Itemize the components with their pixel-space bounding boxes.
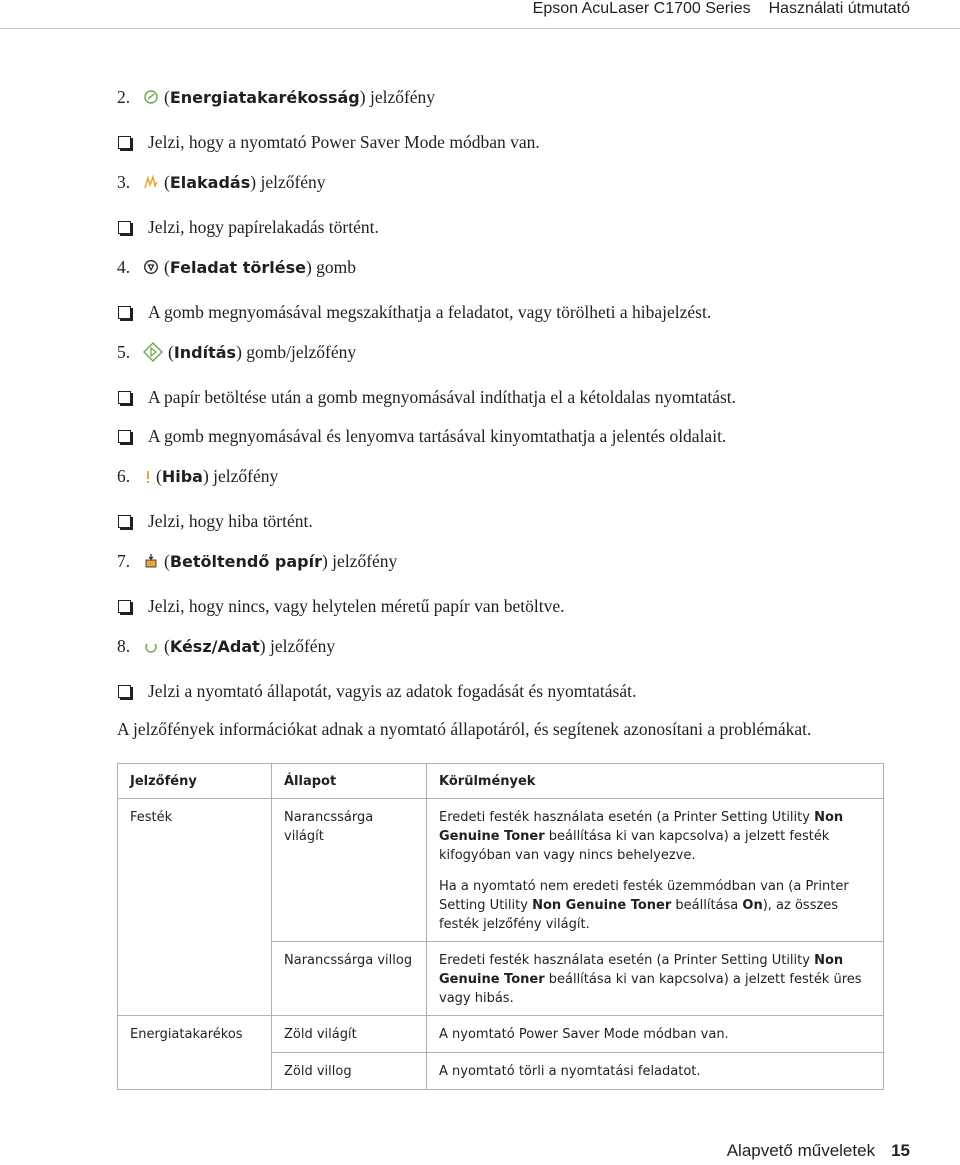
page-footer xyxy=(727,1141,910,1161)
table-cell: A nyomtató törli a nyomtatási feladatot. xyxy=(427,1053,884,1090)
bullet-text: Jelzi a nyomtató állapotát, vagyis az adatok fogadását és nyomtatását. xyxy=(148,681,637,701)
paren-open: ( xyxy=(156,466,162,486)
bullet-text: Jelzi, hogy papírelakadás történt. xyxy=(148,217,379,237)
checkbox-bullet-icon xyxy=(118,430,131,443)
table-cell: Narancssárga villog xyxy=(272,942,427,1016)
cell-paragraph xyxy=(439,877,871,934)
table-cell: Zöld villog xyxy=(272,1053,427,1090)
bullet-item xyxy=(118,302,711,323)
item-number: 3. xyxy=(117,172,131,192)
cell-text: beállítása ki van kapcsolva) a jelzett festék kifogyóban van vagy nincs behelyezve. xyxy=(439,829,830,863)
item-suffix: ) gomb/jelzőfény xyxy=(236,342,357,362)
table-cell xyxy=(427,942,884,1016)
column-header: Körülmények xyxy=(427,764,884,799)
cell-text: ), az összes festék jelzőfény világít. xyxy=(439,898,839,932)
bullet-text: Jelzi, hogy a nyomtató Power Saver Mode módban van. xyxy=(148,132,540,152)
list-item-paper-jam xyxy=(117,172,326,193)
intro-paragraph: A jelzőfények információkat adnak a nyomtató állapotáról, és segítenek azonosítani a problémákat. xyxy=(117,719,812,739)
checkbox-bullet-icon xyxy=(118,391,131,404)
load-paper-icon xyxy=(143,553,159,569)
table-row xyxy=(118,799,884,942)
cell-text: Eredeti festék használata esetén (a Printer Setting Utility xyxy=(439,953,815,968)
cell-bold-text: Non Genuine Toner xyxy=(532,898,672,913)
error-icon xyxy=(143,468,153,484)
paren-open: ( xyxy=(164,551,170,571)
cell-paragraph xyxy=(439,951,871,1008)
table-cell: A nyomtató Power Saver Mode módban van. xyxy=(427,1016,884,1053)
checkbox-bullet-icon xyxy=(118,685,131,698)
item-number: 7. xyxy=(117,551,131,571)
table-cell: Zöld világít xyxy=(272,1016,427,1053)
list-item-load-paper xyxy=(117,551,397,572)
bullet-text: A papír betöltése után a gomb megnyomásával indíthatja el a kétoldalas nyomtatást. xyxy=(148,387,737,407)
list-item-power-saver xyxy=(117,87,435,108)
cell-text: Eredeti festék használata esetén (a Printer Setting Utility xyxy=(439,810,815,825)
paren-open: ( xyxy=(164,257,170,277)
cell-text: Ha a nyomtató nem eredeti festék üzemmódban van (a Printer Setting Utility xyxy=(439,879,849,913)
item-suffix: ) jelzőfény xyxy=(259,636,336,656)
product-name: Epson AcuLaser C1700 Series xyxy=(532,0,751,17)
bullet-item xyxy=(118,217,379,238)
bullet-text: A gomb megnyomásával megszakíthatja a feladatot, vagy törölheti a hibajelzést. xyxy=(148,302,712,322)
bullet-item xyxy=(118,132,540,153)
column-header: Jelzőfény xyxy=(118,764,272,799)
header-text xyxy=(533,0,910,18)
cancel-job-icon xyxy=(143,259,159,275)
item-title: Hiba xyxy=(161,467,203,486)
list-item-start xyxy=(117,342,356,363)
table-row xyxy=(118,1016,884,1053)
checkbox-bullet-icon xyxy=(118,221,131,234)
section-name: Alapvető műveletek xyxy=(726,1141,876,1160)
cell-bold-text: Non Genuine Toner xyxy=(439,953,844,987)
start-icon xyxy=(143,342,163,362)
paren-open: ( xyxy=(164,636,170,656)
power-saver-icon xyxy=(143,89,159,105)
checkbox-bullet-icon xyxy=(118,306,131,319)
item-number: 6. xyxy=(117,466,131,486)
table-cell xyxy=(427,799,884,942)
status-table xyxy=(117,763,884,1090)
list-item-error xyxy=(117,466,278,487)
item-number: 5. xyxy=(117,342,131,362)
bullet-text: A gomb megnyomásával és lenyomva tartásával kinyomtathatja a jelentés oldalait. xyxy=(148,426,727,446)
cell-bold-text: On xyxy=(742,898,763,913)
item-suffix: ) jelzőfény xyxy=(202,466,279,486)
item-title: Energiatakarékosság xyxy=(169,88,360,107)
ready-data-icon xyxy=(143,638,159,654)
item-title: Indítás xyxy=(173,343,237,362)
table-cell: Narancssárga világít xyxy=(272,799,427,942)
table-cell: Festék xyxy=(118,799,272,1016)
item-title: Feladat törlése xyxy=(169,258,306,277)
item-number: 2. xyxy=(117,87,131,107)
column-header: Állapot xyxy=(272,764,427,799)
table-cell: Energiatakarékos xyxy=(118,1016,272,1090)
list-item-cancel-job xyxy=(117,257,356,278)
item-title: Elakadás xyxy=(169,173,251,192)
item-suffix: ) jelzőfény xyxy=(359,87,436,107)
bullet-text: Jelzi, hogy nincs, vagy helytelen méretű papír van betöltve. xyxy=(148,596,565,616)
page-header xyxy=(0,0,960,29)
item-title: Kész/Adat xyxy=(169,637,260,656)
list-item-ready-data xyxy=(117,636,335,657)
paper-jam-icon xyxy=(143,174,159,190)
item-suffix: ) gomb xyxy=(305,257,357,277)
bullet-item xyxy=(118,387,736,408)
item-suffix: ) jelzőfény xyxy=(321,551,398,571)
cell-text: beállítása xyxy=(671,898,743,913)
item-title: Betöltendő papír xyxy=(169,552,322,571)
bullet-item xyxy=(118,426,726,447)
bullet-text: Jelzi, hogy hiba történt. xyxy=(148,511,313,531)
checkbox-bullet-icon xyxy=(118,600,131,613)
paren-open: ( xyxy=(168,342,174,362)
paren-open: ( xyxy=(164,87,170,107)
item-number: 4. xyxy=(117,257,131,277)
item-number: 8. xyxy=(117,636,131,656)
page-number: 15 xyxy=(891,1141,910,1160)
checkbox-bullet-icon xyxy=(118,136,131,149)
document-title: Használati útmutató xyxy=(768,0,910,17)
bullet-item xyxy=(118,681,636,702)
table-header-row xyxy=(118,764,884,799)
cell-text: beállítása ki van kapcsolva) a jelzett festék üres vagy hibás. xyxy=(439,972,862,1006)
cell-bold-text: Non Genuine Toner xyxy=(439,810,844,844)
bullet-item xyxy=(118,511,313,532)
cell-paragraph xyxy=(439,808,871,865)
paren-open: ( xyxy=(164,172,170,192)
bullet-item xyxy=(118,596,564,617)
item-suffix: ) jelzőfény xyxy=(250,172,326,192)
checkbox-bullet-icon xyxy=(118,515,131,528)
